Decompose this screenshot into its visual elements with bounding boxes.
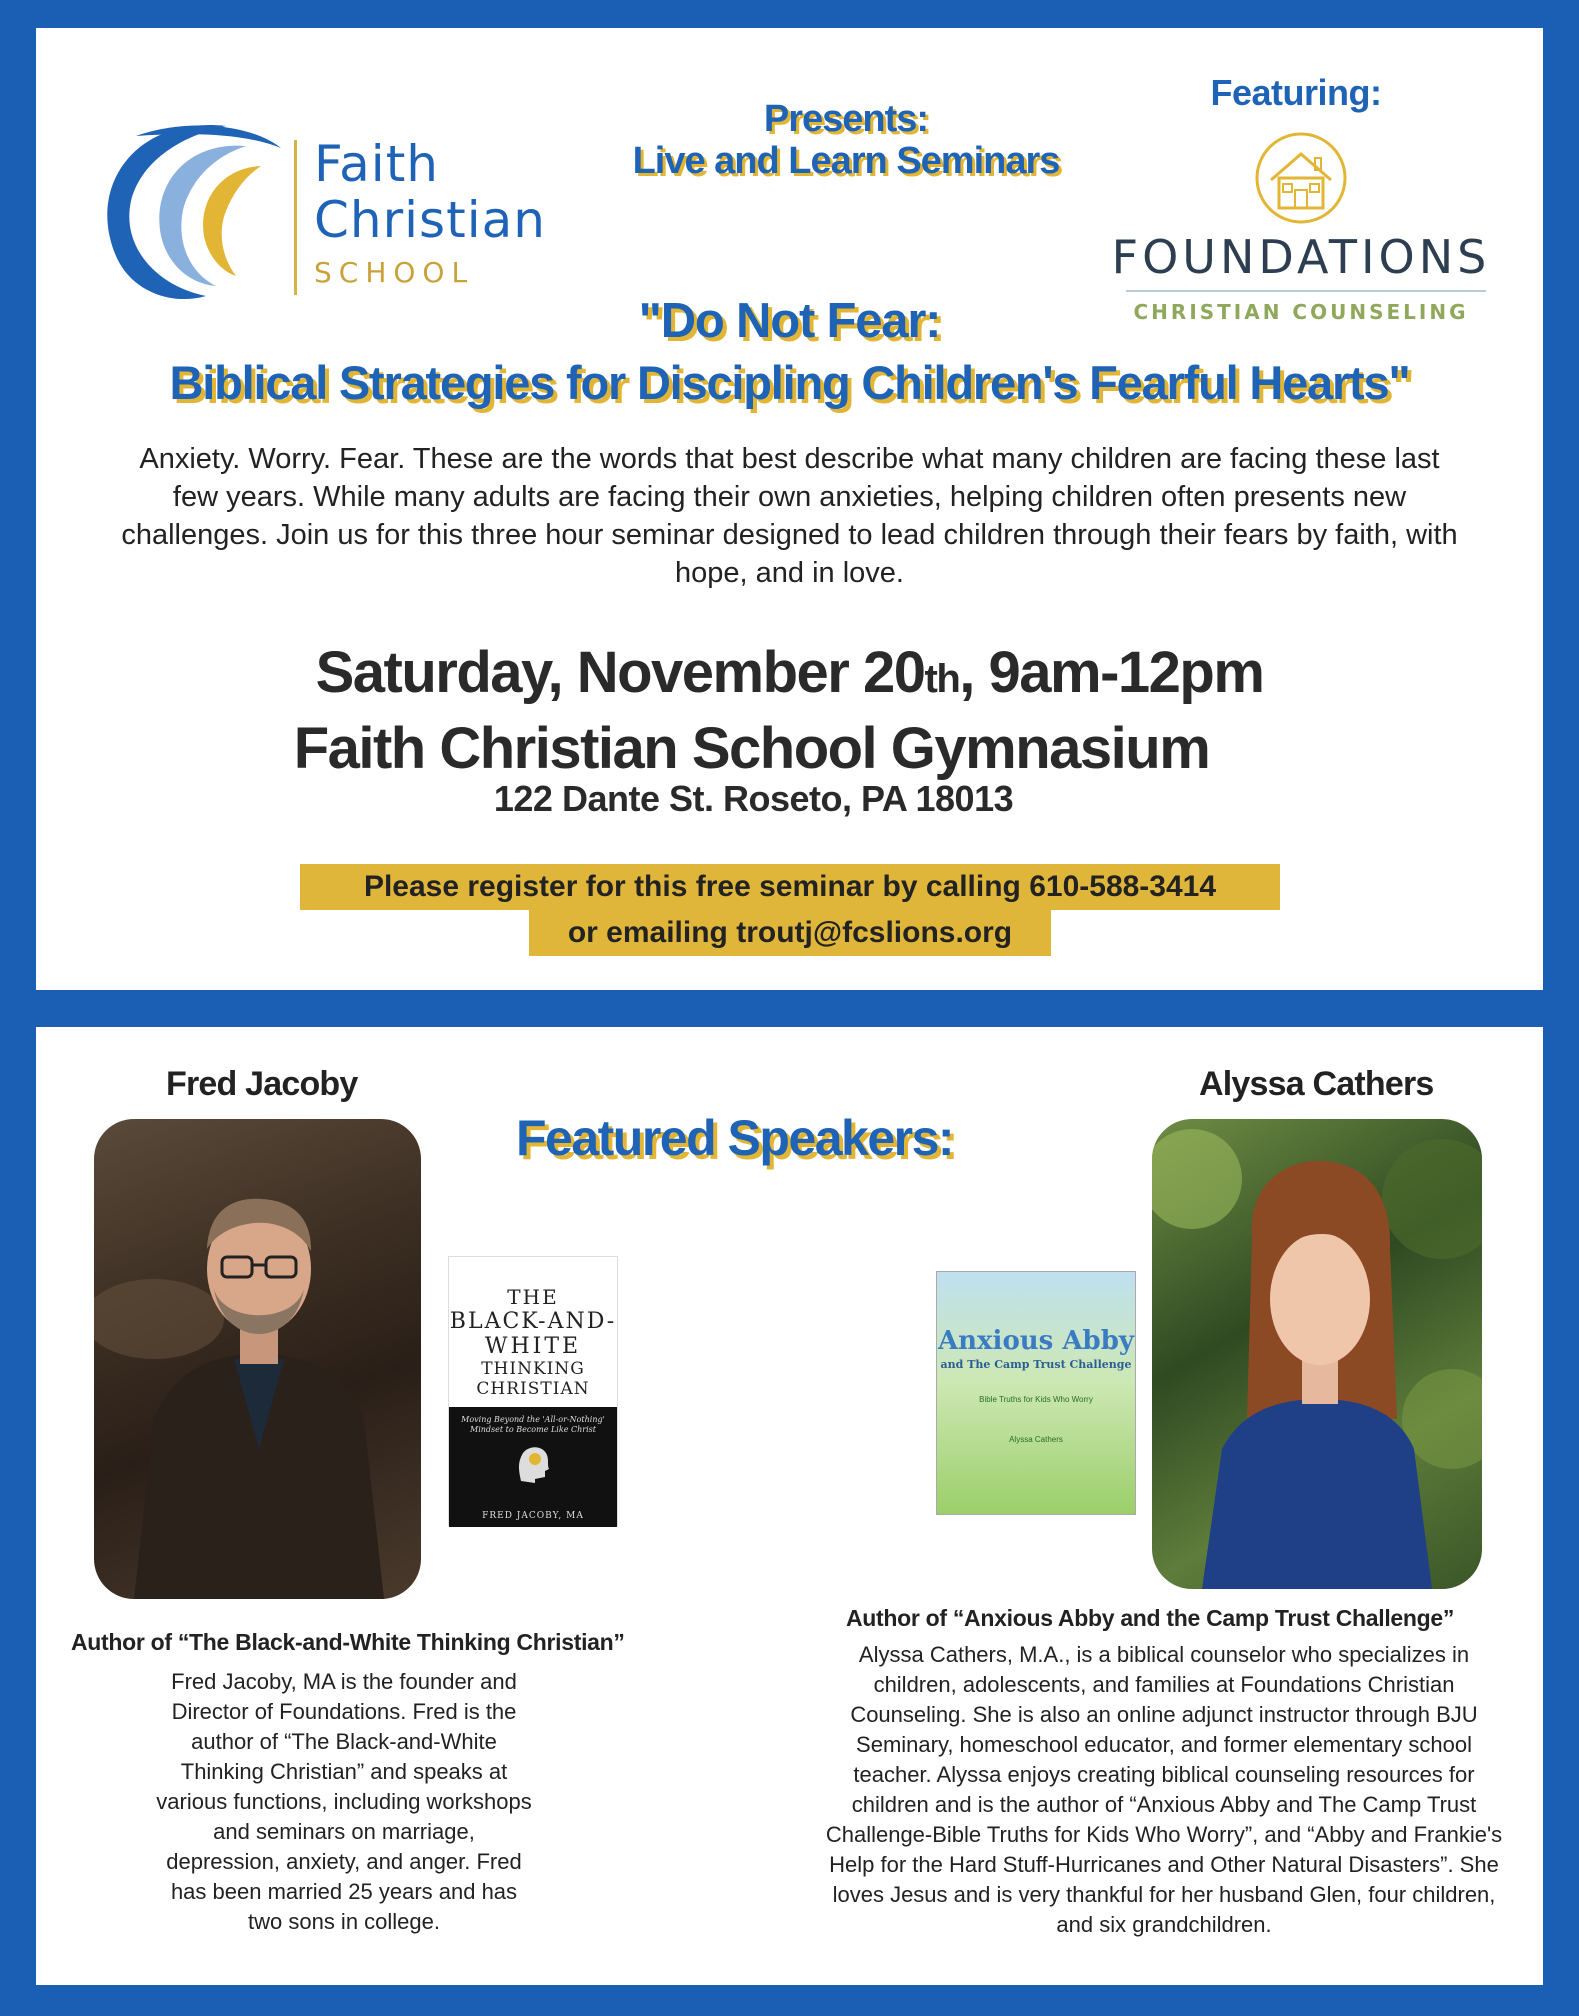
book-cover-black-and-white-thinking-christian xyxy=(448,1256,618,1526)
book-tagline: Bible Truths for Kids Who Worry xyxy=(979,1395,1093,1404)
book-author: FRED JACOBY, MA xyxy=(482,1511,584,1521)
logo-line-christian: Christian xyxy=(314,191,546,249)
book-cover-band xyxy=(449,1407,617,1527)
author-credit-fred: Author of “The Black-and-White Thinking Christian” xyxy=(71,1629,625,1655)
book-title-line3: WHITE xyxy=(484,1334,582,1359)
speaker-name-alyssa: Alyssa Cathers xyxy=(1199,1065,1434,1103)
logo-line-school: SCHOOL xyxy=(314,256,475,289)
logo-line-faith: Faith xyxy=(314,135,439,193)
speaker-photo-alyssa xyxy=(1152,1119,1482,1589)
speakers-panel xyxy=(36,1027,1543,1985)
seminar-title-line1: "Do Not Fear: xyxy=(638,294,941,348)
seminar-panel xyxy=(36,28,1543,990)
seminar-address: 122 Dante St. Roseto, PA 18013 xyxy=(493,778,1014,819)
book-subtitle: Moving Beyond the 'All-or-Nothing' Mindset to Become Like Christ xyxy=(461,1415,605,1434)
book-title: Anxious Abby xyxy=(937,1326,1135,1356)
speaker-photo-fred xyxy=(94,1119,421,1599)
seminar-date xyxy=(36,640,1543,712)
logo-divider xyxy=(294,140,297,295)
speaker-bio-alyssa: Alyssa Cathers, M.A., is a biblical counselor who specializes in children, adolescents, and families at Foundations Christian Counseling. She is also an online adjunct instructor through BJU Seminary, homeschool educator, and former elementary school teacher. Alyssa enjoys creating biblical counseling resources for children and is the author of “Anxious Abby and The Camp Trust Challenge-Bible Truths for Kids Who Worry”, and “Abby and Frankie's Help for the Hard Stuff-Hurricanes and Other Natural Disasters”. She loves Jesus and is very thankful for her husband Glen, four children, and six grandchildren. xyxy=(825,1642,1503,1937)
fcs-swoosh-icon xyxy=(76,106,296,306)
registration-phone: Please register for this free seminar by calling 610-588-3414 xyxy=(300,864,1280,910)
series-name: Live and Learn Seminars xyxy=(632,140,1060,182)
seminar-title xyxy=(36,290,1543,414)
head-profile-icon xyxy=(513,1441,553,1485)
book-title-sub: and The Camp Trust Challenge xyxy=(940,1358,1132,1371)
registration-email: or emailing troutj@fcslions.org xyxy=(529,910,1051,956)
speaker-name-fred: Fred Jacoby xyxy=(166,1065,358,1103)
seminar-intro: Anxiety. Worry. Fear. These are the words that best describe what many children are facing these last few years. While many adults are facing their own anxieties, helping children often presents new challenges. Join us for this three hour seminar designed to lead children through their fears by faith, with hope, and in love. xyxy=(121,443,1458,589)
book-title-line5: CHRISTIAN xyxy=(476,1379,590,1399)
foundations-wordmark: FOUNDATIONS xyxy=(1111,230,1491,284)
date-time: , 9am-12pm xyxy=(959,640,1264,705)
seminar-venue: Faith Christian School Gymnasium xyxy=(293,716,1210,781)
book-title-line1: THE xyxy=(507,1285,559,1309)
author-credit-alyssa: Author of “Anxious Abby and the Camp Trust Challenge” xyxy=(846,1605,1455,1631)
presents-label: Presents: xyxy=(763,98,929,140)
foundations-subtitle: CHRISTIAN COUNSELING xyxy=(1133,300,1469,324)
date-main: Saturday, November 20 xyxy=(315,640,925,705)
book-title-line4: THINKING xyxy=(481,1359,585,1379)
logo-wordmark xyxy=(314,136,546,289)
book-author: Alyssa Cathers xyxy=(1009,1435,1063,1444)
featured-speakers-heading: Featured Speakers: xyxy=(516,1110,954,1166)
featuring-label: Featuring: xyxy=(1210,72,1382,113)
book-title-line2: BLACK-AND- xyxy=(449,1309,617,1334)
house-icon xyxy=(1241,128,1361,228)
faith-christian-school-logo xyxy=(76,88,596,308)
date-ordinal-suffix: th xyxy=(924,657,960,701)
person-silhouette-icon xyxy=(1152,1119,1482,1589)
person-silhouette-icon xyxy=(94,1119,421,1599)
book-cover-anxious-abby xyxy=(936,1271,1136,1515)
presents-heading xyxy=(556,98,1136,182)
speaker-bio-fred: Fred Jacoby, MA is the founder and Director of Foundations. Fred is the author of “The Black-and-White Thinking Christian” and speaks at various functions, including workshops and seminars on marriage, depression, anxiety, and anger. Fred has been married 25 years and has two sons in college. xyxy=(156,1669,532,1934)
seminar-title-line2: Biblical Strategies for Discipling Children's Fearful Hearts" xyxy=(169,356,1410,409)
